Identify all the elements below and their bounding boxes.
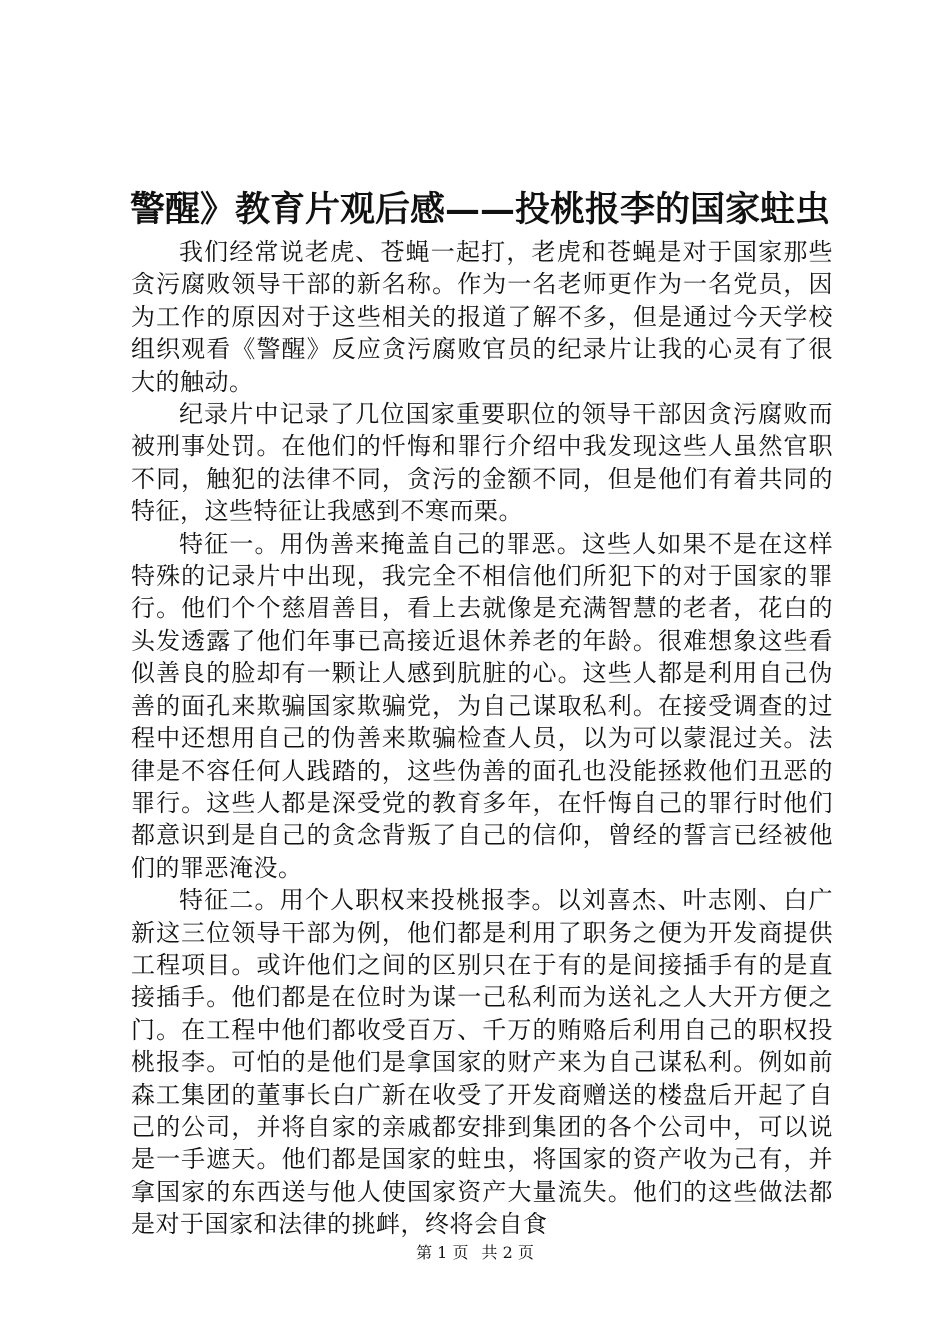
paragraph-3: 特征一。用伪善来掩盖自己的罪恶。这些人如果不是在这样特殊的记录片中出现，我完全不相信他们所犯下的对于国家的罪行。他们个个慈眉善目，看上去就像是充满智慧的老者，花白的头发透露了他们年事已高接近退休养老的年龄。很难想象这些看似善良的脸却有一颗让人感到肮脏的心。这些人都是利用自己伪善的面孔来欺骗国家欺骗党，为自己谋取私利。在接受调查的过程中还想用自己的伪善来欺骗检查人员，以为可以蒙混过关。法律是不容任何人践踏的，这些伪善的面孔也没能拯救他们丑恶的罪行。这些人都是深受党的教育多年，在忏悔自己的罪行时他们都意识到是自己的贪念背叛了自己的信仰，曾经的誓言已经被他们的罪恶淹没。 xyxy=(131,529,833,882)
document-body xyxy=(131,236,833,1241)
paragraph-4: 特征二。用个人职权来投桃报李。以刘喜杰、叶志刚、白广新这三位领导干部为例，他们都是利用了职务之便为开发商提供工程项目。或许他们之间的区别只在于有的是间接插手有的是直接插手。他们都是在位时为谋一己私利而为送礼之人大开方便之门。在工程中他们都收受百万、千万的贿赂后利用自己的职权投桃报李。可怕的是他们是拿国家的财产来为自己谋私利。例如前森工集团的董事长白广新在收受了开发商赠送的楼盘后开起了自己的公司，并将自家的亲戚都安排到集团的各个公司中，可以说是一手遮天。他们都是国家的蛀虫，将国家的资产收为己有，并拿国家的东西送与他人使国家资产大量流失。他们的这些做法都是对于国家和法律的挑衅，终将会自食 xyxy=(131,886,833,1239)
document-title: 警醒》教育片观后感——投桃报李的国家蛀虫 xyxy=(130,189,831,230)
paragraph-1: 我们经常说老虎、苍蝇一起打，老虎和苍蝇是对于国家那些贪污腐败领导干部的新名称。作为一名老师更作为一名党员，因为工作的原因对于这些相关的报道了解不多，但是通过今天学校组织观看《警醒》反应贪污腐败官员的纪录片让我的心灵有了很大的触动。 xyxy=(131,238,833,396)
page-number: 第 1 页 xyxy=(416,1243,469,1262)
page-total: 共 2 页 xyxy=(481,1243,534,1262)
page-footer xyxy=(0,1243,950,1263)
paragraph-2: 纪录片中记录了几位国家重要职位的领导干部因贪污腐败而被刑事处罚。在他们的忏悔和罪行介绍中我发现这些人虽然官职不同，触犯的法律不同，贪污的金额不同，但是他们有着共同的特征，这些特征让我感到不寒而栗。 xyxy=(131,400,833,526)
